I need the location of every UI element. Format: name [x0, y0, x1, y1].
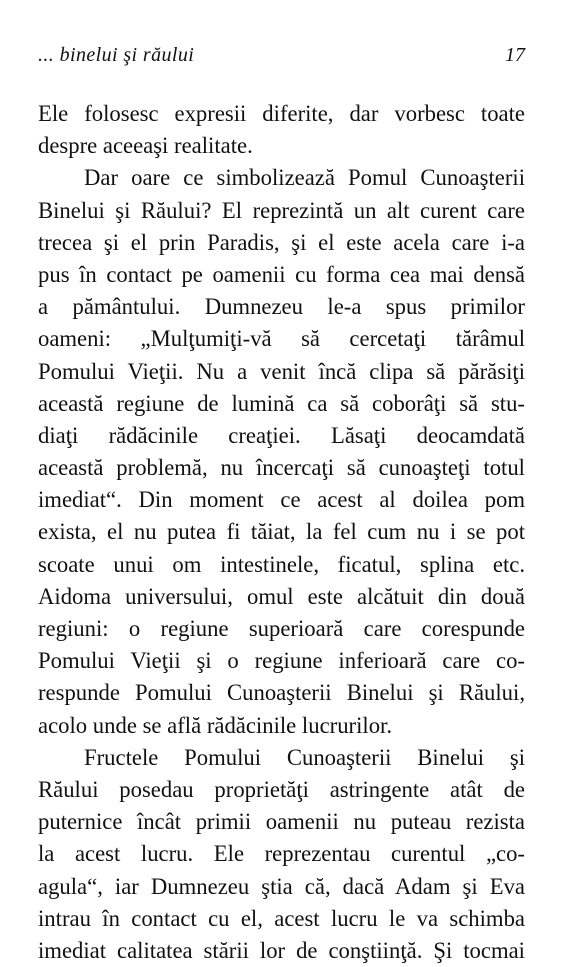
- body-text: [38, 98, 525, 967]
- text-line: oameni: „Mulţumiţi-vă să cercetaţi tărâmul: [38, 326, 525, 352]
- page-header: [38, 44, 525, 74]
- text-line: diaţi rădăcinile creaţiei. Lăsaţi deocamdată: [38, 422, 525, 448]
- text-line: despre aceeaşi realitate.: [38, 133, 253, 159]
- text-line: Aidoma universului, omul este alcătuit din două: [38, 583, 525, 609]
- text-line: Pomului Vieţii. Nu a venit încă clipa să părăsiţi: [38, 358, 525, 384]
- text-line: acolo unde se află rădăcinile lucrurilor.: [38, 712, 393, 738]
- text-line: puternice încât primii oamenii nu puteau rezista: [38, 809, 525, 835]
- text-line: trecea şi el prin Paradis, şi el este acela care i-a: [38, 229, 525, 255]
- running-head: ... binelui şi răului: [38, 44, 195, 66]
- text-line: imediat calitatea stării lor de conştiinţă. Şi tocmai: [38, 937, 525, 963]
- text-line: Răului posedau proprietăţi astringente atât de: [38, 776, 525, 802]
- text-line: Binelui şi Răului? El reprezintă un alt curent care: [38, 197, 525, 223]
- text-line: această regiune de lumină ca să coborâţi să stu-: [38, 390, 525, 416]
- text-line: agula“, iar Dumnezeu ştia că, dacă Adam şi Eva: [38, 873, 525, 899]
- text-line: imediat“. Din moment ce acest al doilea pom: [38, 487, 525, 513]
- text-line: intrau în contact cu el, acest lucru le va schimba: [38, 905, 525, 931]
- text-line: a pământului. Dumnezeu le-a spus primilor: [38, 294, 525, 320]
- text-line: Ele folosesc expresii diferite, dar vorbesc toate: [38, 101, 525, 126]
- text-line: respunde Pomului Cunoaşterii Binelui şi Răului,: [38, 680, 525, 706]
- text-line: această problemă, nu încercaţi să cunoaşteţi totul: [38, 455, 525, 481]
- paragraph-first-line: Fructele Pomului Cunoaşterii Binelui şi: [84, 744, 525, 770]
- text-line: exista, el nu putea fi tăiat, la fel cum nu i se pot: [38, 519, 525, 545]
- paragraph-first-line: Dar oare ce simbolizează Pomul Cunoaşterii: [84, 165, 525, 191]
- text-line: regiuni: o regiune superioară care corespunde: [38, 616, 525, 641]
- text-line: Pomului Vieţii şi o regiune inferioară care co-: [38, 648, 525, 674]
- text-line: pus în contact pe oamenii cu forma cea mai densă: [38, 261, 525, 287]
- text-line: scoate unui om intestinele, ficatul, splina etc.: [38, 551, 525, 577]
- text-line: la acest lucru. Ele reprezentau curentul „co-: [38, 841, 525, 867]
- page-number: 17: [505, 44, 525, 66]
